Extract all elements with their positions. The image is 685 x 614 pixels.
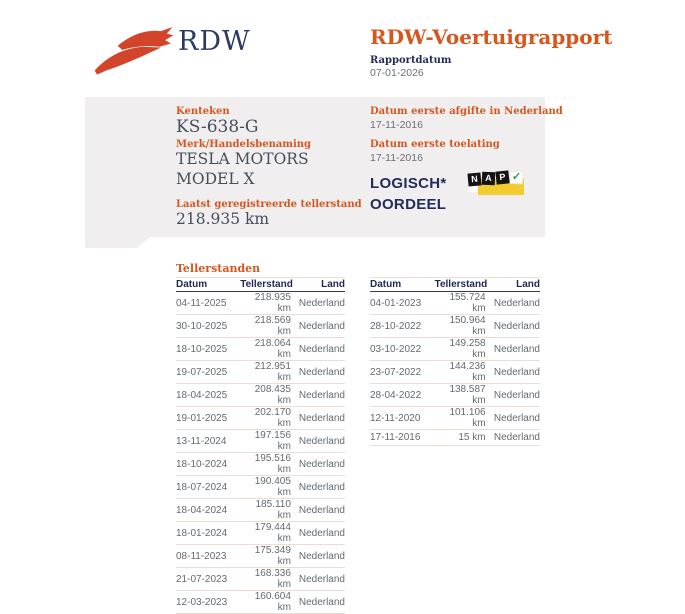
datum-cell: 04-01-2023 <box>370 292 435 315</box>
afgifte-date: 17-11-2016 <box>370 119 423 131</box>
datum-cell: 03-10-2022 <box>370 338 435 361</box>
land-cell: Nederland <box>291 384 345 407</box>
merk-value-line1: TESLA MOTORS <box>176 150 309 168</box>
report-date-label: Rapportdatum <box>370 55 452 66</box>
table-row <box>176 292 345 315</box>
tellerstand-cell: 155.724 km <box>435 292 486 315</box>
column-header-datum: Datum <box>176 278 240 292</box>
report-date-value: 07-01-2026 <box>370 67 424 79</box>
table-row <box>176 315 345 338</box>
table-row <box>370 430 540 446</box>
datum-cell: 28-04-2022 <box>370 384 435 407</box>
datum-cell: 18-10-2025 <box>176 338 240 361</box>
tellerstand-cell: 150.964 km <box>435 315 486 338</box>
datum-cell: 18-04-2025 <box>176 384 240 407</box>
nap-letter-n: N <box>467 172 481 186</box>
table-row <box>176 430 345 453</box>
toelating-label: Datum eerste toelating <box>370 139 500 150</box>
table-row <box>176 476 345 499</box>
datum-cell: 04-11-2025 <box>176 292 240 315</box>
datum-cell: 23-07-2022 <box>370 361 435 384</box>
land-cell: Nederland <box>291 361 345 384</box>
datum-cell: 12-11-2020 <box>370 407 435 430</box>
tellerstand-cell: 160.604 km <box>240 591 291 614</box>
land-cell: Nederland <box>291 568 345 591</box>
column-header-land: Land <box>291 278 345 292</box>
land-cell: Nederland <box>291 338 345 361</box>
table-row <box>176 407 345 430</box>
column-header-tellerstand: Tellerstand <box>240 279 293 290</box>
oordeel-line1: LOGISCH* <box>370 175 447 192</box>
land-cell: Nederland <box>486 361 540 384</box>
datum-cell: 17-11-2016 <box>370 430 435 446</box>
afgifte-label: Datum eerste afgifte in Nederland <box>370 106 563 117</box>
tellerstand-cell: 218.569 km <box>240 315 291 338</box>
table-row <box>176 545 345 568</box>
land-cell: Nederland <box>486 407 540 430</box>
column-header-datum: Datum <box>370 278 435 292</box>
land-cell: Nederland <box>291 292 345 315</box>
datum-cell: 28-10-2022 <box>370 315 435 338</box>
datum-cell: 18-10-2024 <box>176 453 240 476</box>
tellerstand-cell: 101.106 km <box>435 407 486 430</box>
table-row <box>370 361 540 384</box>
table-header-row <box>176 278 345 292</box>
tellerstanden-table-right <box>370 277 540 446</box>
table-row <box>176 361 345 384</box>
page-title: RDW-Voertuigrapport <box>370 25 613 49</box>
tellerstand-cell: 190.405 km <box>240 476 291 499</box>
land-cell: Nederland <box>291 522 345 545</box>
tellerstand-cell: 15 km <box>435 430 486 446</box>
merk-value-line2: MODEL X <box>176 170 255 188</box>
logisch-oordeel-badge <box>370 173 447 215</box>
table-row <box>370 384 540 407</box>
table-row <box>176 384 345 407</box>
tellerstand-cell: 175.349 km <box>240 545 291 568</box>
rdw-feather-logo-icon <box>93 22 175 78</box>
table-row <box>370 292 540 315</box>
land-cell: Nederland <box>486 430 540 446</box>
tellerstand-cell: 185.110 km <box>240 499 291 522</box>
land-cell: Nederland <box>486 292 540 315</box>
tellerstand-cell: 212.951 km <box>240 361 291 384</box>
tellerstand-cell: 149.258 km <box>435 338 486 361</box>
tellerstand-cell: 179.444 km <box>240 522 291 545</box>
land-cell: Nederland <box>291 453 345 476</box>
nap-letter-p: P <box>495 170 509 184</box>
column-header-tellerstand: Tellerstand <box>434 279 488 290</box>
land-cell: Nederland <box>291 315 345 338</box>
land-cell: Nederland <box>486 338 540 361</box>
datum-cell: 19-01-2025 <box>176 407 240 430</box>
nap-logo-icon <box>468 170 526 198</box>
datum-cell: 19-07-2025 <box>176 361 240 384</box>
datum-cell: 08-11-2023 <box>176 545 240 568</box>
kenteken-label: Kenteken <box>176 106 230 117</box>
land-cell: Nederland <box>486 384 540 407</box>
land-cell: Nederland <box>291 545 345 568</box>
toelating-date: 17-11-2016 <box>370 152 423 164</box>
datum-cell: 12-03-2023 <box>176 591 240 614</box>
table-row <box>176 499 345 522</box>
land-cell: Nederland <box>291 430 345 453</box>
tellerstand-cell: 218.064 km <box>240 338 291 361</box>
datum-cell: 18-01-2024 <box>176 522 240 545</box>
land-cell: Nederland <box>291 591 345 614</box>
table-row <box>176 453 345 476</box>
merk-label: Merk/Handelsbenaming <box>176 139 312 150</box>
laatste-tellerstand-value: 218.935 km <box>176 210 270 228</box>
tellerstand-cell: 144.236 km <box>435 361 486 384</box>
land-cell: Nederland <box>291 476 345 499</box>
tellerstand-cell: 138.587 km <box>435 384 486 407</box>
datum-cell: 18-07-2024 <box>176 476 240 499</box>
datum-cell: 18-04-2024 <box>176 499 240 522</box>
land-cell: Nederland <box>291 407 345 430</box>
nap-checkmark-icon: ✓ <box>511 170 522 184</box>
column-header-land: Land <box>486 278 540 292</box>
table-row <box>176 591 345 614</box>
rdw-wordmark: RDW <box>178 26 251 57</box>
tellerstand-cell: 197.156 km <box>240 430 291 453</box>
kenteken-value: KS-638-G <box>176 117 259 137</box>
oordeel-line2: OORDEEL <box>370 196 447 213</box>
tellerstand-cell: 218.935 km <box>240 292 291 315</box>
datum-cell: 13-11-2024 <box>176 430 240 453</box>
nap-letter-a: A <box>482 172 495 185</box>
land-cell: Nederland <box>291 499 345 522</box>
table-row <box>176 522 345 545</box>
vehicle-summary-panel <box>85 97 545 237</box>
tellerstand-cell: 202.170 km <box>240 407 291 430</box>
table-row <box>370 315 540 338</box>
tellerstand-cell: 168.336 km <box>240 568 291 591</box>
tellerstand-cell: 195.516 km <box>240 453 291 476</box>
land-cell: Nederland <box>486 315 540 338</box>
laatste-tellerstand-label: Laatst geregistreerde tellerstand <box>176 199 362 210</box>
table-header-row <box>370 278 540 292</box>
datum-cell: 30-10-2025 <box>176 315 240 338</box>
tellerstand-cell: 208.435 km <box>240 384 291 407</box>
table-row <box>176 338 345 361</box>
table-row <box>370 338 540 361</box>
panel-corner-tab <box>85 237 150 248</box>
datum-cell: 21-07-2023 <box>176 568 240 591</box>
tellerstanden-table-left <box>176 277 345 614</box>
table-row <box>370 407 540 430</box>
table-row <box>176 568 345 591</box>
tellerstanden-section-title: Tellerstanden <box>176 262 261 275</box>
